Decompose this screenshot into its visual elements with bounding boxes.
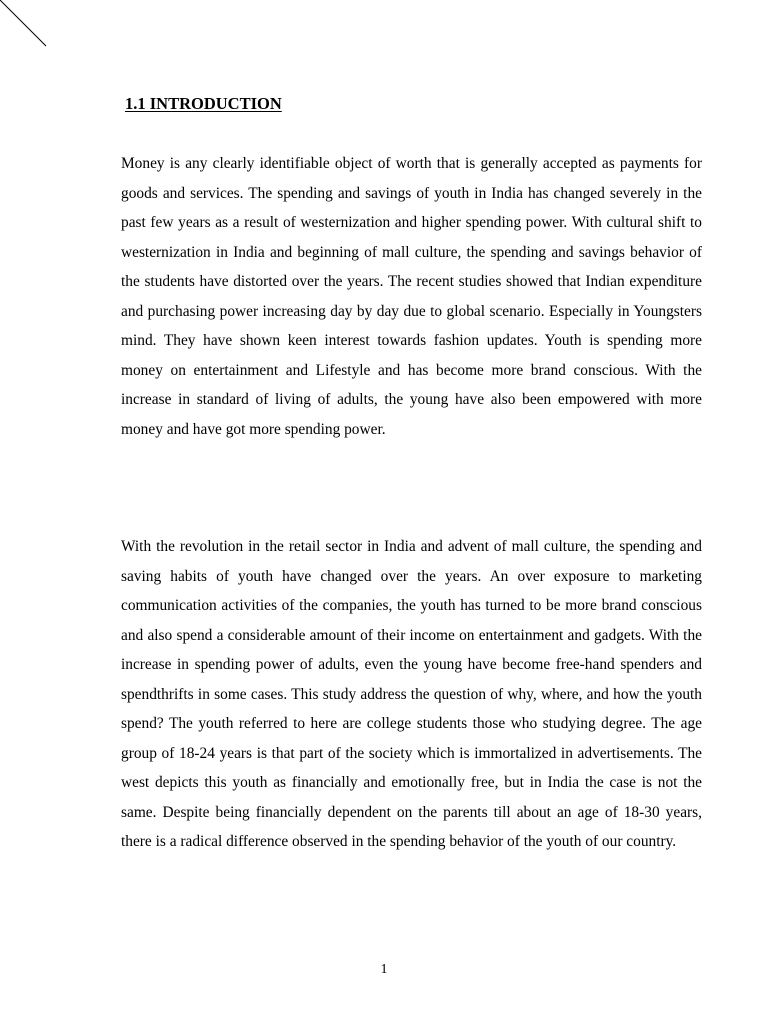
paragraph-1: Money is any clearly identifiable object of worth that is generally accepted as payments for goods and services. The spending and savings of youth in India has changed severely in the past few years as a result of westernization and higher spending power. With cultural shift to westernization in India and beginning of mall culture, the spending and savings behavior of the students have distorted over the years. The recent studies showed that Indian expenditure and purchasing power increasing day by day due to global scenario. Especially in Youngsters mind. They have shown keen interest towards fashion updates. Youth is spending more money on entertainment and Lifestyle and has become more brand conscious. With the increase in standard of living of adults, the young have also been empowered with more money and have got more spending power.: [121, 155, 702, 438]
section-heading: 1.1 INTRODUCTION: [125, 94, 282, 113]
corner-fold-line: [0, 0, 60, 60]
paragraph-2: With the revolution in the retail sector in India and advent of mall culture, the spending and saving habits of youth have changed over the years. An over exposure to marketing communication activities of the companies, the youth has turned to be more brand conscious and also spend a considerable amount of their income on entertainment and gadgets. With the increase in spending power of adults, even the young have become free-hand spenders and spendthrifts in some cases. This study address the question of why, where, and how the youth spend? The youth referred to here are college students those who studying degree. The age group of 18-24 years is that part of the society which is immortalized in advertisements. The west depicts this youth as financially and emotionally free, but in India the case is not the same. Despite being financially dependent on the parents till about an age of 18-30 years, there is a radical difference observed in the spending behavior of the youth of our country.: [121, 538, 702, 850]
page-number: 1: [380, 962, 388, 977]
